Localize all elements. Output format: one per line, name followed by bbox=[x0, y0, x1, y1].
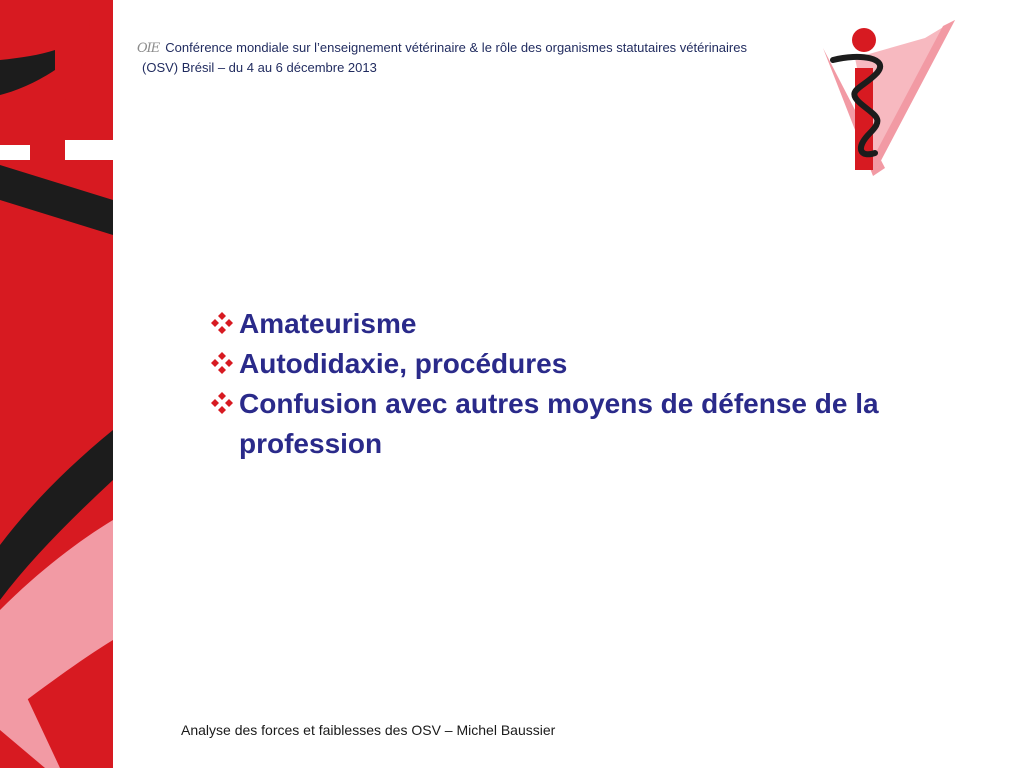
diamond-cluster-icon bbox=[210, 391, 234, 415]
header-line-2: (OSV) Brésil – du 4 au 6 décembre 2013 bbox=[142, 60, 377, 75]
bullet-label: Autodidaxie, procédures bbox=[239, 348, 568, 379]
bullet-list bbox=[210, 304, 930, 464]
diamond-cluster-icon bbox=[210, 351, 234, 375]
bullet-label: Amateurisme bbox=[239, 308, 417, 339]
caduceus-v-logo bbox=[815, 18, 960, 180]
bullet-label: Confusion avec autres moyens de défense de la profession bbox=[239, 388, 879, 459]
bullet-item bbox=[210, 344, 930, 384]
bullet-item bbox=[210, 384, 930, 464]
header-line-1: Conférence mondiale sur l’enseignement vétérinaire & le rôle des organismes statutaires vétérinaires bbox=[165, 40, 747, 55]
diamond-cluster-icon bbox=[210, 311, 234, 335]
conference-header bbox=[137, 38, 827, 77]
oie-logo: OIE bbox=[137, 41, 160, 56]
slide-footer: Analyse des forces et faiblesses des OSV – Michel Baussier bbox=[181, 722, 556, 738]
bullet-item bbox=[210, 304, 930, 344]
left-decorative-band bbox=[0, 0, 113, 768]
